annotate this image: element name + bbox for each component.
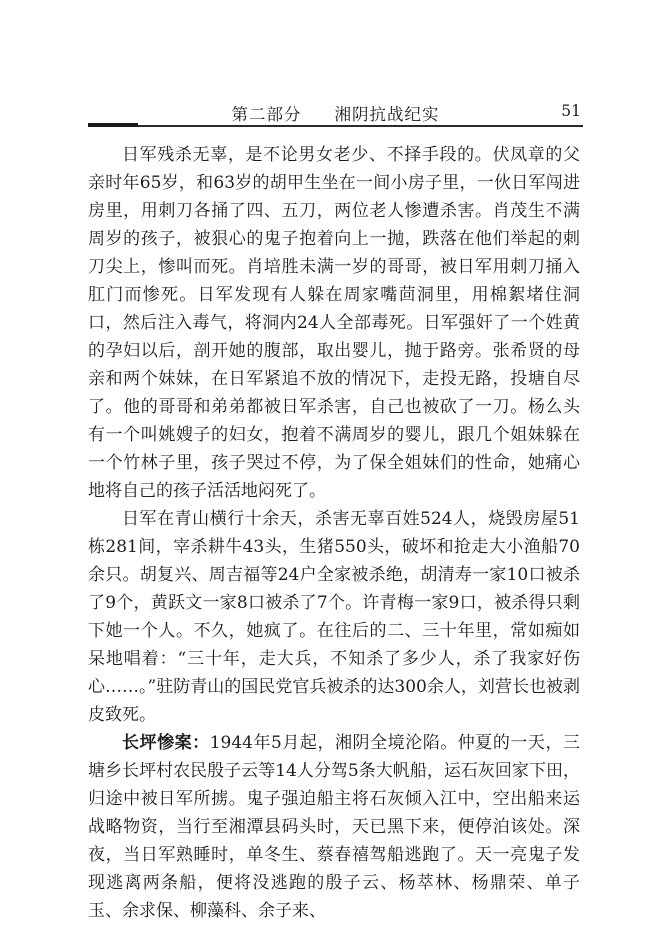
header-rule xyxy=(88,125,583,127)
page-header xyxy=(88,101,583,123)
section-label: 第二部分 xyxy=(231,105,302,124)
paragraph-atrocities xyxy=(88,141,580,505)
paragraph-text: 日军残杀无辜，是不论男女老少、不择手段的。伏凤章的父亲时年65岁，和63岁的胡甲生坐在一间小房子里，一伙日军闯进房里，用刺刀各捅了四、五刀，两位老人惨遭杀害。肖茂生不满周岁的孩子，被狠心的鬼子抱着向上一抛，跌落在他们举起的刺刀尖上，惨叫而死。肖培胜未满一岁的哥哥，被日军用刺刀捅入肛门而惨死。日军发现有人躲在周家嘴茴洞里，用棉絮堵住洞口，然后注入毒气，将洞内24人全部毒死。日军强奸了一个姓黄的孕妇以后，剖开她的腹部，取出婴儿，抛于路旁。张希贤的母亲和两个妹妹，在日军紧追不放的情况下，走投无路，投塘自尽了。他的哥哥和弟弟都被日军杀害，自己也被砍了一刀。杨么头有一个叫姚嫂子的妇女，抱着不满周岁的婴儿，跟几个姐妹躲在一个竹林子里，孩子哭过不停，为了保全姐妹们的性命，她痛心地将自己的孩子活活地闷死了。 xyxy=(88,145,580,501)
paragraph-text: 1944年5月起，湘阴全境沦陷。仲夏的一天，三塘乡长坪村农民殷子云等14人分驾5条大帆船，运石灰回家下田，归途中被日军所掳。鬼子强迫船主将石灰倾入江中，空出船来运战略物资，当行至湘潭县码头时，天已黑下来，便停泊该处。深夜，当日军熟睡时，单冬生、蔡春禧驾船逃跑了。天一亮鬼子发现逃离两条船，便将没逃跑的殷子云、杨萃林、杨鼎荣、单子玉、余求保、柳藻科、余子来、 xyxy=(88,733,580,921)
paragraph-qingshan-losses xyxy=(88,505,580,729)
paragraph-changping-massacre xyxy=(88,729,580,925)
paragraph-lead-bold: 长坪惨案： xyxy=(122,733,210,753)
running-head xyxy=(88,101,583,125)
header-rule-thick-segment xyxy=(88,123,138,127)
page-number: 51 xyxy=(561,102,581,120)
paragraph-text: 日军在青山横行十余天，杀害无辜百姓524人，烧毁房屋51栋281间，宰杀耕牛43头，生猪550头，破坏和抢走大小渔船70余只。胡复兴、周吉福等24户全家被杀绝，胡清寿一家10口被杀了9个，黄跃文一家8口被杀了7个。许青梅一家9口，被杀得只剩下她一个人。不久，她疯了。在往后的二、三十年里，常如痴如呆地唱着：“三十年，走大兵，不知杀了多少人，杀了我家好伤心……。”驻防青山的国民党官兵被杀的达300余人，刘营长也被剥皮致死。 xyxy=(88,509,580,725)
page-body xyxy=(88,141,580,925)
book-title: 湘阴抗战纪实 xyxy=(334,105,440,124)
